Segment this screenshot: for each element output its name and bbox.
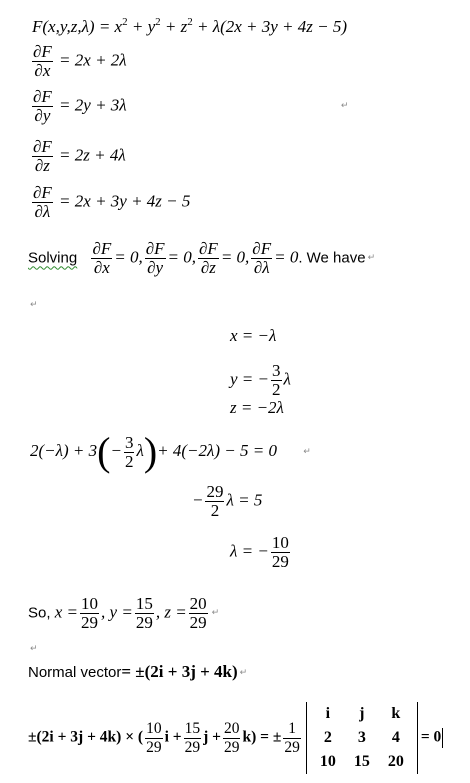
paragraph-mark: ↵ (303, 446, 311, 457)
partial-lambda-rhs: = 2x + 3y + 4z − 5 (59, 191, 191, 211)
det-cell-j: j (359, 705, 365, 722)
partial-y-den: ∂y (34, 106, 51, 125)
x-exponent: 2 (122, 16, 128, 28)
reduced-equation: − $\frac{29}{2}$ λ = 5 (192, 482, 263, 520)
cross-term3-fraction: $\frac{20}{29}$ (223, 719, 240, 756)
partial-x-den: ∂x (34, 61, 51, 80)
partial-x-equation (30, 43, 127, 80)
partial-lambda-equation (30, 184, 190, 221)
partial-y-fraction (32, 88, 53, 125)
z-final-fraction: $\frac{20}{29}$ (189, 594, 207, 632)
partial-lambda-num: ∂F (33, 183, 52, 202)
cross-term1-fraction: $\frac{10}{29}$ (146, 719, 162, 756)
z-exponent: 2 (187, 16, 193, 28)
substitution-fraction: $\frac{3}{2}$ (124, 432, 134, 471)
partial-x-num: ∂F (33, 42, 52, 61)
partial-z-den: ∂z (34, 156, 50, 175)
y-solution-fraction: $\frac{3}{2}$ (272, 361, 281, 399)
paragraph-mark: ↵ (211, 608, 220, 619)
det-cell: 10 (319, 753, 336, 770)
cross-term2-fraction: $\frac{15}{29}$ (184, 719, 201, 756)
solving-line (28, 240, 375, 277)
determinant-matrix (306, 702, 418, 774)
cross-product-equation: ±(2i + 3j + 4k) × ( $\frac{10}{29}$ i + $\frac{15}{29}$ j + $\frac{20}{29}$ k) = ± $\frac{1}{29}$ i j k 2 3 4 10 15 20 = 0 (28, 702, 443, 774)
det-cell: 4 (391, 729, 400, 746)
solve-frac-lambda: $\frac{\partial F}{\partial\lambda}$ (252, 239, 272, 277)
det-cell: 15 (353, 753, 370, 770)
paragraph-mark: ↵ (30, 644, 38, 654)
partial-lambda-den: ∂λ (34, 202, 51, 221)
det-cell-i: i (325, 705, 331, 722)
lagrangian-mid2: + z (160, 17, 188, 36)
y-solution: y = − $\frac{3}{2}$ λ (230, 361, 291, 399)
partial-z-num: ∂F (33, 137, 52, 156)
partial-x-rhs: = 2x + 2λ (59, 50, 127, 70)
normal-vector-line (28, 662, 247, 683)
lagrangian-mid1: + y (127, 17, 156, 36)
solve-eq-1: = 0, (167, 247, 197, 267)
lagrangian-equation (32, 12, 347, 37)
lagrangian-rest: + λ(2x + 3y + 4z − 5) (192, 17, 348, 36)
partial-x-fraction (32, 43, 53, 80)
y-final-fraction: $\frac{15}{29}$ (135, 594, 153, 632)
solve-frac-x: $\frac{\partial F}{\partial x}$ (92, 239, 112, 277)
solving-word: Solving (28, 249, 78, 267)
lambda-value-fraction: $\frac{10}{29}$ (271, 533, 289, 571)
x-solution: x = −λ (230, 326, 277, 345)
left-paren: ( (97, 429, 111, 474)
lagrangian-lhs: F(x,y,z,λ) = x (32, 17, 123, 36)
solve-eq-3: = 0 (274, 247, 299, 267)
determinant-coefficient: $\frac{1}{29}$ (284, 719, 300, 756)
det-cell: 20 (387, 753, 404, 770)
empty-paragraph-1 (28, 294, 38, 315)
det-cell: 2 (323, 729, 332, 746)
empty-paragraph-2 (28, 638, 38, 659)
solve-eq-2: = 0, (220, 247, 250, 267)
z-solution: z = −2λ (230, 398, 284, 417)
x-final-fraction: $\frac{10}{29}$ (81, 594, 99, 632)
paragraph-mark: ↵ (340, 101, 349, 112)
solve-frac-z: $\frac{\partial F}{\partial z}$ (199, 239, 218, 277)
partial-z-rhs: = 2z + 4λ (59, 145, 126, 165)
solve-eq-0: = 0, (114, 247, 143, 267)
partial-y-rhs: = 2y + 3λ (59, 95, 127, 115)
y-exponent: 2 (155, 16, 161, 28)
normal-vector-expr: = ±(2i + 3j + 4k) (121, 662, 238, 681)
lambda-value: λ = − $\frac{10}{29}$ (230, 533, 289, 571)
paragraph-mark: ↵ (30, 300, 38, 310)
so-word: So, (28, 604, 51, 622)
so-line: So, x = $\frac{10}{29}$ , y = $\frac{15}{29}$ , z = $\frac{20}{29}$ ↵ (28, 594, 220, 632)
det-cell: 3 (357, 729, 366, 746)
text-cursor (442, 728, 443, 748)
paragraph-mark: ↵ (367, 253, 376, 264)
cross-product-result: = 0 (420, 728, 442, 746)
right-paren: ) (143, 429, 158, 474)
solve-frac-y: $\frac{\partial F}{\partial y}$ (145, 239, 165, 277)
partial-z-fraction (32, 138, 53, 175)
det-cell-k: k (391, 705, 401, 722)
partial-y-equation (30, 88, 348, 125)
reduced-fraction: $\frac{29}{2}$ (206, 482, 224, 520)
we-have-text: . We have (298, 249, 366, 267)
partial-y-num: ∂F (33, 87, 52, 106)
substitution-equation: 2(−λ) + 3(− $\frac{3}{2}$ λ)+ 4(−2λ) − 5 = 0 ↵ (30, 429, 311, 474)
normal-vector-label: Normal vector (28, 664, 122, 681)
partial-lambda-fraction (32, 184, 53, 221)
paragraph-mark: ↵ (239, 668, 248, 678)
partial-z-equation (30, 138, 126, 175)
